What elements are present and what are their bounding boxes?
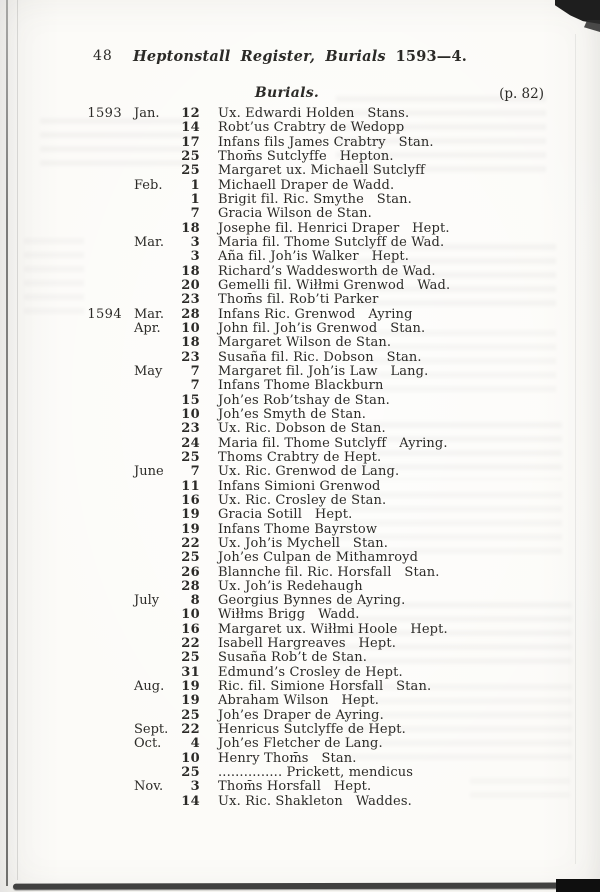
name-cell: Richard’s Waddesworth de Wad. xyxy=(218,263,436,279)
table-row xyxy=(86,322,572,336)
month-cell xyxy=(128,752,178,766)
name-cell: Edmund’s Crosley de Hept. xyxy=(218,664,403,680)
name-cell: Michaell Draper de Wadd. xyxy=(218,177,395,193)
day-cell: 1 xyxy=(190,177,200,193)
month-cell: Sept. xyxy=(134,722,169,738)
name-cell: Gracia Sotill Hept. xyxy=(218,507,353,523)
day-cell: 23 xyxy=(181,349,200,365)
year-cell xyxy=(86,121,122,135)
table-row xyxy=(86,666,572,680)
month-cell xyxy=(128,551,178,565)
month-cell: Mar. xyxy=(134,234,164,250)
day-cell: 28 xyxy=(181,306,200,322)
month-cell xyxy=(128,351,178,365)
year-cell xyxy=(86,666,122,680)
year-cell xyxy=(86,737,122,751)
table-row xyxy=(86,164,572,178)
month-cell xyxy=(128,222,178,236)
name-cell: Joh’es Smyth de Stan. xyxy=(218,406,367,422)
name-cell: Ux. Joh’is Redehaugh xyxy=(218,578,363,594)
day-cell: 22 xyxy=(181,636,200,652)
month-cell xyxy=(128,537,178,551)
day-cell: 25 xyxy=(181,707,200,723)
year-cell xyxy=(86,437,122,451)
page-reference: (p. 82) xyxy=(499,86,544,102)
month-cell xyxy=(128,566,178,580)
month-cell xyxy=(128,150,178,164)
month-cell: Jan. xyxy=(134,106,160,121)
name-cell: Joh’es Rob’tshay de Stan. xyxy=(218,392,390,408)
year-cell xyxy=(86,594,122,608)
year-cell xyxy=(86,293,122,307)
name-cell: Infans Thome Bayrstow xyxy=(218,521,378,537)
day-cell: 11 xyxy=(181,478,200,494)
table-row xyxy=(86,279,572,293)
month-cell: Feb. xyxy=(134,177,163,193)
table-row xyxy=(86,437,572,451)
name-cell: Gracia Wilson de Stan. xyxy=(218,206,372,222)
day-cell: 25 xyxy=(181,148,200,164)
table-row xyxy=(86,694,572,708)
year-cell xyxy=(86,136,122,150)
year-cell xyxy=(86,766,122,780)
day-cell: 8 xyxy=(190,593,200,609)
month-cell xyxy=(128,694,178,708)
name-cell: Maria fil. Thome Sutclyff de Wad. xyxy=(218,234,445,250)
day-cell: 23 xyxy=(181,292,200,308)
scan-corner-shadow-small xyxy=(584,20,600,32)
year-cell xyxy=(86,408,122,422)
day-cell: 17 xyxy=(181,134,200,150)
day-cell: 7 xyxy=(190,464,200,480)
table-row xyxy=(86,394,572,408)
day-cell: 14 xyxy=(181,120,200,136)
year-cell xyxy=(86,508,122,522)
year-cell xyxy=(86,723,122,737)
day-cell: 25 xyxy=(181,163,200,179)
name-cell: Wiłłms Brigg Wadd. xyxy=(218,607,360,623)
year-cell xyxy=(86,222,122,236)
year-cell xyxy=(86,494,122,508)
page-bottom-edge-shadow xyxy=(13,882,600,889)
name-cell: Infans Thome Blackburn xyxy=(218,378,384,394)
day-cell: 23 xyxy=(181,421,200,437)
month-cell xyxy=(128,494,178,508)
table-row xyxy=(86,136,572,150)
table-row xyxy=(86,408,572,422)
month-cell: May xyxy=(134,363,163,379)
year-cell xyxy=(86,537,122,551)
year-cell xyxy=(86,207,122,221)
name-cell: Susaña fil. Ric. Dobson Stan. xyxy=(218,349,422,365)
day-cell: 3 xyxy=(190,779,200,795)
day-cell: 1 xyxy=(190,191,200,207)
month-cell xyxy=(128,394,178,408)
table-row xyxy=(86,709,572,723)
day-cell: 7 xyxy=(190,363,200,379)
day-cell: 18 xyxy=(181,335,200,351)
table-row xyxy=(86,179,572,193)
month-cell xyxy=(128,508,178,522)
name-cell: Joh’es Fletcher de Lang. xyxy=(218,736,383,752)
name-cell: Infans Ric. Grenwod Ayring xyxy=(218,306,413,322)
name-cell: Ux. Ric. Crosley de Stan. xyxy=(218,492,387,508)
name-cell: Thom̄s Sutclyffe Hepton. xyxy=(218,148,394,164)
month-cell: Aug. xyxy=(134,679,165,695)
month-cell xyxy=(128,193,178,207)
year-cell xyxy=(86,566,122,580)
day-cell: 20 xyxy=(181,277,200,293)
table-row xyxy=(86,293,572,307)
day-cell: 16 xyxy=(181,492,200,508)
table-row xyxy=(86,207,572,221)
month-cell xyxy=(128,408,178,422)
day-cell: 26 xyxy=(181,564,200,580)
table-row xyxy=(86,551,572,565)
month-cell xyxy=(128,121,178,135)
month-cell xyxy=(128,293,178,307)
year-cell xyxy=(86,608,122,622)
year-cell xyxy=(86,250,122,264)
day-cell: 25 xyxy=(181,765,200,781)
month-cell xyxy=(128,666,178,680)
day-cell: 19 xyxy=(181,507,200,523)
table-row xyxy=(86,752,572,766)
name-cell: John fil. Joh’is Grenwod Stan. xyxy=(218,320,426,336)
year-cell xyxy=(86,580,122,594)
table-row xyxy=(86,308,572,322)
name-cell: Margaret ux. Michaell Sutclyff xyxy=(218,163,426,179)
name-cell: Maria fil. Thome Sutclyff Ayring. xyxy=(218,435,448,451)
day-cell: 24 xyxy=(181,435,200,451)
table-row xyxy=(86,121,572,135)
name-cell: Ux. Joh’is Mychell Stan. xyxy=(218,535,389,551)
day-cell: 22 xyxy=(181,722,200,738)
day-cell: 18 xyxy=(181,220,200,236)
table-row xyxy=(86,422,572,436)
name-cell: Thoms Crabtry de Hept. xyxy=(218,449,382,465)
year-cell xyxy=(86,164,122,178)
day-cell: 25 xyxy=(181,550,200,566)
day-cell: 10 xyxy=(181,607,200,623)
day-cell: 22 xyxy=(181,535,200,551)
running-title-text: Heptonstall Register, Burials xyxy=(132,48,386,65)
day-cell: 15 xyxy=(181,392,200,408)
name-cell: Joh’es Draper de Ayring. xyxy=(218,707,384,723)
table-row xyxy=(86,537,572,551)
table-row xyxy=(86,193,572,207)
table-row xyxy=(86,623,572,637)
month-cell xyxy=(128,265,178,279)
day-cell: 3 xyxy=(190,234,200,250)
month-cell xyxy=(128,136,178,150)
month-cell xyxy=(128,336,178,350)
table-row xyxy=(86,780,572,794)
name-cell: Henry Thom̄s Stan. xyxy=(218,750,357,766)
year-cell xyxy=(86,336,122,350)
day-cell: 4 xyxy=(190,736,200,752)
binding-edge-line xyxy=(6,0,8,886)
name-cell: Susaña Rob’t de Stan. xyxy=(218,650,368,666)
burials-table xyxy=(86,107,572,809)
name-cell: Margaret ux. Wiłłmi Hoole Hept. xyxy=(218,621,448,637)
table-row xyxy=(86,737,572,751)
table-row xyxy=(86,336,572,350)
table-row xyxy=(86,608,572,622)
month-cell xyxy=(128,207,178,221)
month-cell xyxy=(128,523,178,537)
month-cell xyxy=(128,451,178,465)
table-row xyxy=(86,795,572,809)
day-cell: 19 xyxy=(181,679,200,695)
day-cell: 25 xyxy=(181,449,200,465)
bleedthrough-artifact xyxy=(24,238,84,322)
year-cell xyxy=(86,709,122,723)
day-cell: 25 xyxy=(181,650,200,666)
day-cell: 7 xyxy=(190,378,200,394)
name-cell: Isabell Hargreaves Hept. xyxy=(218,636,397,652)
section-row xyxy=(0,85,600,103)
month-cell xyxy=(128,164,178,178)
day-cell: 28 xyxy=(181,578,200,594)
name-cell: Ux. Ric. Shakleton Waddes. xyxy=(218,793,412,809)
year-cell xyxy=(86,694,122,708)
month-cell: Apr. xyxy=(134,320,161,336)
page-edge-line xyxy=(575,34,576,864)
year-cell xyxy=(86,351,122,365)
table-row xyxy=(86,236,572,250)
table-row xyxy=(86,766,572,780)
year-cell xyxy=(86,780,122,794)
name-cell: Blannche fil. Ric. Horsfall Stan. xyxy=(218,564,440,580)
day-cell: 10 xyxy=(181,320,200,336)
year-cell xyxy=(86,451,122,465)
name-cell: Infans fils James Crabtry Stan. xyxy=(218,134,434,150)
day-cell: 12 xyxy=(181,106,200,121)
day-cell: 19 xyxy=(181,521,200,537)
day-cell: 19 xyxy=(181,693,200,709)
page-header xyxy=(0,48,600,68)
month-cell xyxy=(128,580,178,594)
year-cell xyxy=(86,480,122,494)
table-row xyxy=(86,494,572,508)
table-row xyxy=(86,651,572,665)
month-cell xyxy=(128,709,178,723)
month-cell xyxy=(128,250,178,264)
name-cell: Georgius Bynnes de Ayring. xyxy=(218,593,406,609)
running-title-years: 1593—4. xyxy=(395,48,468,65)
name-cell: Ric. fil. Simione Horsfall Stan. xyxy=(218,679,432,695)
table-row xyxy=(86,250,572,264)
year-cell: 1594 xyxy=(87,306,122,322)
year-cell xyxy=(86,322,122,336)
year-cell xyxy=(86,623,122,637)
year-cell xyxy=(86,551,122,565)
name-cell: Ux. Ric. Grenwod de Lang. xyxy=(218,464,400,480)
table-row xyxy=(86,680,572,694)
binding-edge-line-faint xyxy=(17,0,18,880)
name-cell: Abraham Wilson Hept. xyxy=(218,693,379,709)
year-cell xyxy=(86,193,122,207)
name-cell: Margaret Wilson de Stan. xyxy=(218,335,392,351)
table-row xyxy=(86,107,572,121)
table-row xyxy=(86,351,572,365)
year-cell xyxy=(86,179,122,193)
name-cell: Thom̄s Horsfall Hept. xyxy=(218,779,372,795)
day-cell: 10 xyxy=(181,406,200,422)
month-cell: Nov. xyxy=(134,779,164,795)
name-cell: Henricus Sutclyffe de Hept. xyxy=(218,722,406,738)
table-row xyxy=(86,480,572,494)
name-cell: Margaret fil. Joh’is Law Lang. xyxy=(218,363,429,379)
day-cell: 16 xyxy=(181,621,200,637)
running-title xyxy=(0,48,600,65)
table-row xyxy=(86,451,572,465)
year-cell xyxy=(86,752,122,766)
section-title: Burials. xyxy=(254,85,320,101)
day-cell: 10 xyxy=(181,750,200,766)
table-row xyxy=(86,465,572,479)
year-cell xyxy=(86,394,122,408)
table-row xyxy=(86,594,572,608)
year-cell xyxy=(86,379,122,393)
table-row xyxy=(86,508,572,522)
name-cell: Ux. Edwardi Holden Stans. xyxy=(218,106,410,121)
year-cell xyxy=(86,365,122,379)
name-cell: ............... Prickett, mendicus xyxy=(218,765,414,781)
year-cell xyxy=(86,236,122,250)
table-row xyxy=(86,580,572,594)
table-row xyxy=(86,637,572,651)
table-row xyxy=(86,365,572,379)
month-cell xyxy=(128,651,178,665)
name-cell: Thom̄s fil. Rob’ti Parker xyxy=(218,292,379,308)
year-cell xyxy=(86,637,122,651)
table-row xyxy=(86,222,572,236)
name-cell: Aña fil. Joh’is Walker Hept. xyxy=(218,249,410,265)
year-cell xyxy=(86,651,122,665)
table-row xyxy=(86,723,572,737)
month-cell xyxy=(128,608,178,622)
month-cell: July xyxy=(134,593,160,609)
year-cell xyxy=(86,422,122,436)
year-cell xyxy=(86,523,122,537)
month-cell: June xyxy=(134,464,164,480)
name-cell: Brigit fil. Ric. Smythe Stan. xyxy=(218,191,412,207)
year-cell xyxy=(86,465,122,479)
day-cell: 3 xyxy=(190,249,200,265)
month-cell xyxy=(128,766,178,780)
year-cell xyxy=(86,795,122,809)
month-cell: Mar. xyxy=(134,306,164,322)
month-cell xyxy=(128,623,178,637)
year-cell xyxy=(86,680,122,694)
month-cell: Oct. xyxy=(134,736,162,752)
name-cell: Ux. Ric. Dobson de Stan. xyxy=(218,421,386,437)
month-cell xyxy=(128,795,178,809)
name-cell: Joh’es Culpan de Mithamroyd xyxy=(218,550,419,566)
table-row xyxy=(86,566,572,580)
day-cell: 18 xyxy=(181,263,200,279)
month-cell xyxy=(128,279,178,293)
table-row xyxy=(86,379,572,393)
name-cell: Infans Simioni Grenwod xyxy=(218,478,381,494)
table-row xyxy=(86,265,572,279)
month-cell xyxy=(128,379,178,393)
year-cell xyxy=(86,150,122,164)
month-cell xyxy=(128,422,178,436)
table-row xyxy=(86,523,572,537)
year-cell: 1593 xyxy=(87,106,122,121)
name-cell: Robt’us Crabtry de Wedopp xyxy=(218,120,405,136)
year-cell xyxy=(86,279,122,293)
name-cell: Josephe fil. Henrici Draper Hept. xyxy=(218,220,450,236)
month-cell xyxy=(128,637,178,651)
month-cell xyxy=(128,480,178,494)
page-number: 48 xyxy=(93,48,113,64)
day-cell: 31 xyxy=(181,664,200,680)
day-cell: 14 xyxy=(181,793,200,809)
month-cell xyxy=(128,437,178,451)
table-row xyxy=(86,150,572,164)
scan-bottom-corner-shadow xyxy=(556,879,600,892)
year-cell xyxy=(86,265,122,279)
day-cell: 7 xyxy=(190,206,200,222)
name-cell: Gemelli fil. Wiłłmi Grenwod Wad. xyxy=(218,277,451,293)
